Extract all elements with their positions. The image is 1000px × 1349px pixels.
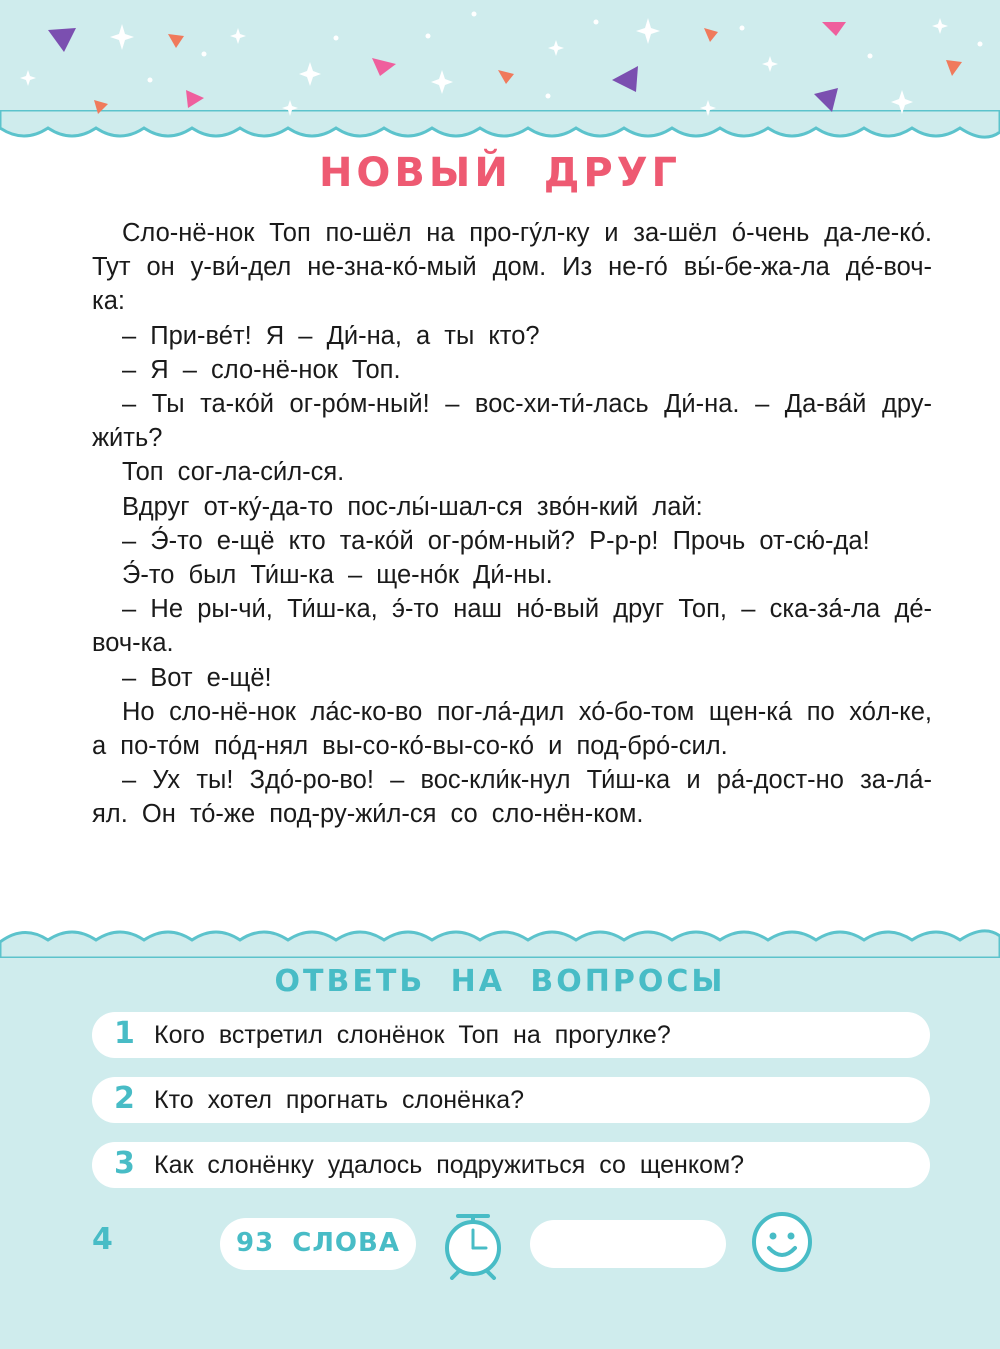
story-paragraph: Топ сог-ла-си́л-ся. — [122, 458, 345, 487]
triangle-decoration — [822, 22, 846, 36]
triangle-decoration — [186, 90, 204, 108]
story-paragraph: Сло-нё-нок Топ по-шёл на про-гу́л-ку и за-шёл о́-чень да-ле-ко́. Тут он у-ви́-дел не-зна-ко́-мый дом. Из не-го́ вы́-бе-жа-ла де́-воч-ка: — [92, 219, 932, 316]
question-text: Кого встретил слонёнок Топ на прогулке? — [154, 1021, 671, 1049]
story-text — [92, 216, 932, 832]
triangle-decoration — [814, 88, 838, 112]
triangle-decoration — [94, 100, 108, 114]
question-1 — [92, 1012, 930, 1058]
triangle-decoration — [372, 58, 396, 76]
story-paragraph: – Ты та-ко́й ог-ро́м-ный! – вос-хи-ти́-лась Ди́-на. – Да-ва́й дру-жи́ть? — [92, 390, 932, 453]
reading-time-field[interactable] — [530, 1220, 726, 1268]
triangle-decoration — [168, 34, 184, 48]
triangle-decoration — [48, 28, 76, 52]
story-paragraph: – Не ры-чи́, Ти́ш-ка, э́-то наш но́-вый друг Топ, – ска-за́-ла де́-воч-ка. — [92, 595, 932, 658]
story-paragraph: Э́-то был Ти́ш-ка – ще-но́к Ди́-ны. — [122, 561, 553, 590]
questions-title: ОТВЕТЬ НА ВОПРОСЫ — [274, 964, 726, 999]
dot-decoration — [148, 12, 983, 99]
question-text: Кто хотел прогнать слонёнка? — [154, 1086, 525, 1114]
word-count-badge — [220, 1218, 416, 1270]
smiley-icon — [750, 1210, 814, 1274]
question-number: 2 — [114, 1081, 135, 1116]
question-number: 1 — [114, 1016, 135, 1051]
page-number: 4 — [92, 1222, 113, 1257]
story-paragraph: – При-ве́т! Я – Ди́-на, а ты кто? — [122, 321, 540, 350]
triangle-decoration — [704, 28, 718, 42]
questions-scallop — [0, 918, 1000, 958]
story-paragraph: Но сло-нё-нок ла́с-ко-во пог-ла́-дил хо́-бо-том щен-ка́ по хо́л-ке, а по-то́м по́д-нял вы-со-ко́-вы-со-ко́ и под-бро́-сил. — [92, 697, 932, 761]
story-paragraph: Вдруг от-ку́-да-то пос-лы́-шал-ся зво́н-кий лай: — [122, 492, 703, 521]
word-count-label: 93 СЛОВА — [236, 1228, 400, 1258]
story-paragraph: – Вот е-щё! — [122, 663, 272, 692]
confetti-decoration — [0, 0, 1000, 130]
triangle-decoration — [612, 66, 638, 92]
question-text: Как слонёнку удалось подружиться со щенком? — [154, 1151, 745, 1179]
question-number: 3 — [114, 1146, 135, 1181]
story-title: НОВЫЙ ДРУГ — [318, 150, 682, 196]
clock-icon — [440, 1208, 506, 1280]
triangle-decoration — [498, 70, 514, 84]
question-2 — [92, 1077, 930, 1123]
sparkle-decoration — [20, 18, 948, 116]
question-3 — [92, 1142, 930, 1188]
story-paragraph: – Э́-то е-щё кто та-ко́й ог-ро́м-ный? Р-р-р! Прочь от-сю́-да! — [122, 526, 870, 555]
story-paragraph: – Ух ты! Здо́-ро-во! – вос-кли́к-нул Ти́ш-ка и ра́-дост-но за-ла́-ял. Он то́-же под-ру-жи́л-ся со сло-нён-ком. — [92, 766, 932, 829]
story-paragraph: – Я – сло-нё-нок Топ. — [122, 355, 401, 384]
triangle-decoration — [946, 60, 962, 76]
